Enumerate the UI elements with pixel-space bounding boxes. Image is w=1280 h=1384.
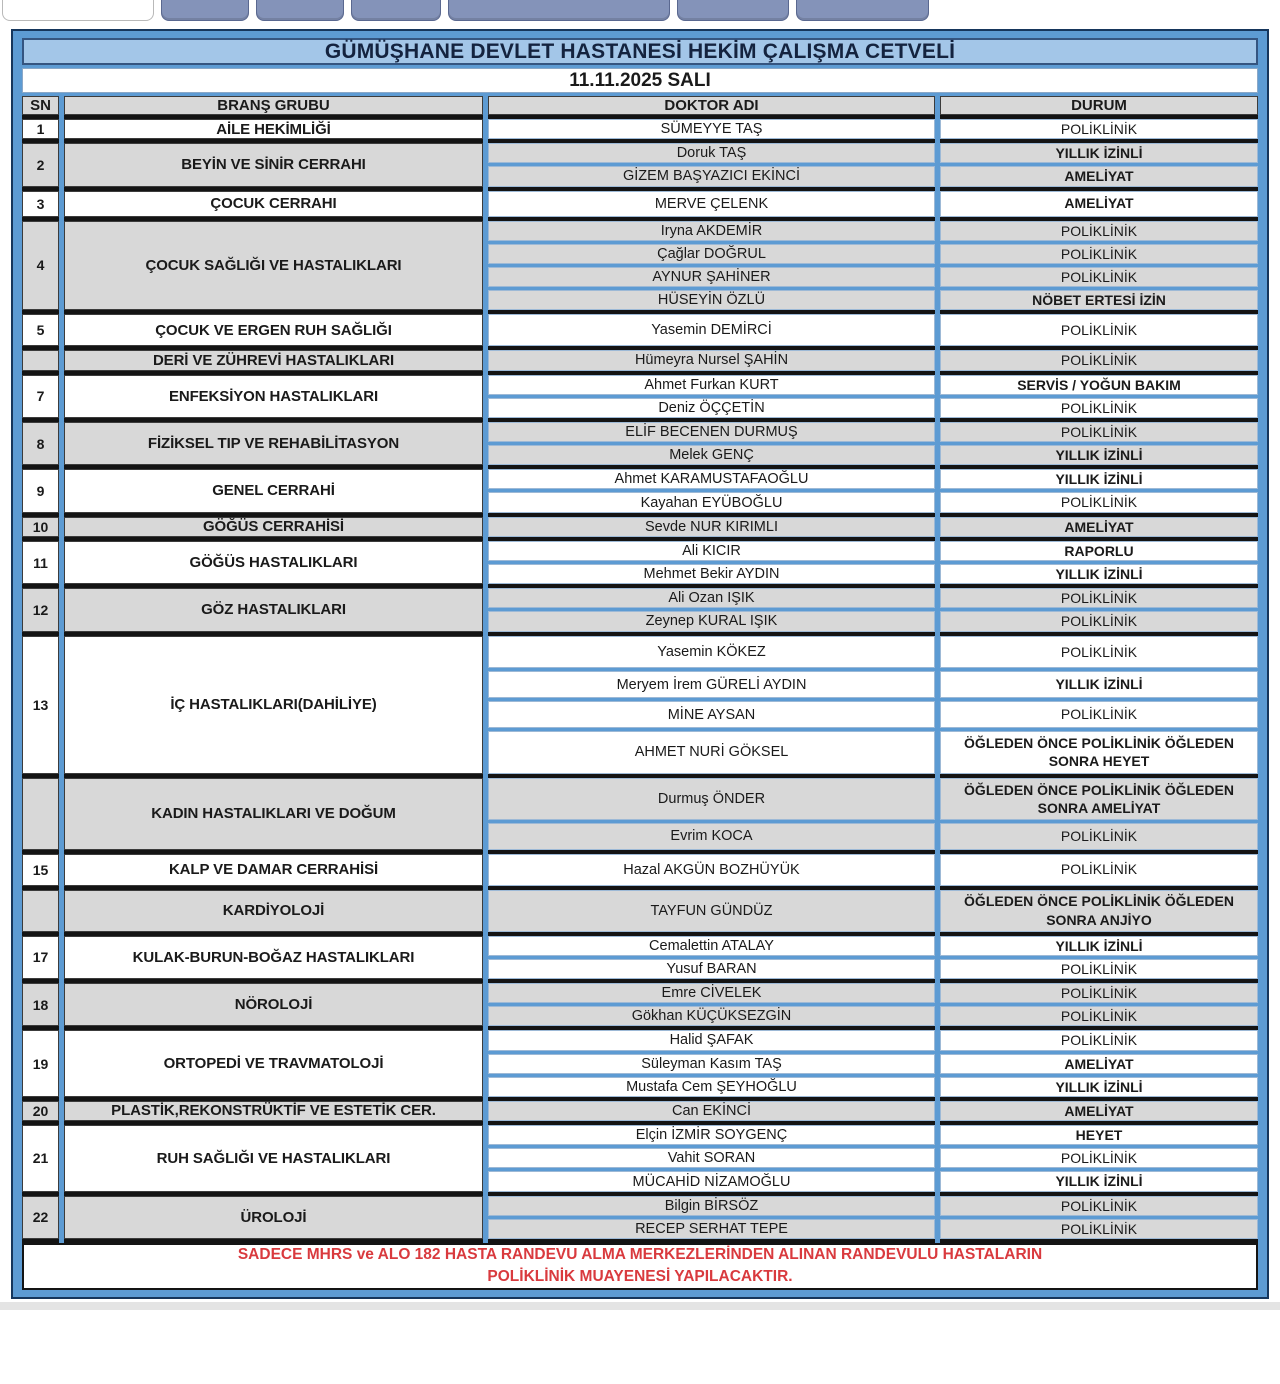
doctor-row bbox=[20, 1028, 1261, 1052]
status-cell: POLİKLİNİK bbox=[938, 1217, 1261, 1241]
doctor-name-cell: Ahmet KARAMUSTAFAOĞLU bbox=[486, 467, 938, 491]
status-cell: POLİKLİNİK bbox=[938, 491, 1261, 515]
sn-cell: 19 bbox=[20, 1028, 62, 1099]
sn-cell: 5 bbox=[20, 312, 62, 348]
status-cell: ÖĞLEDEN ÖNCE POLİKLİNİK ÖĞLEDEN SONRA HEYET bbox=[938, 730, 1261, 776]
col-header-doctor: DOKTOR ADI bbox=[486, 95, 938, 118]
bottom-strip bbox=[0, 1302, 1280, 1310]
doctor-name-cell: Süleyman Kasım TAŞ bbox=[486, 1052, 938, 1075]
sheet-tab[interactable] bbox=[796, 0, 929, 21]
sn-cell: 21 bbox=[20, 1123, 62, 1194]
sn-cell bbox=[20, 888, 62, 934]
doctor-name-cell: Yasemin DEMİRCİ bbox=[486, 312, 938, 348]
branch-cell: GENEL CERRAHİ bbox=[62, 467, 486, 514]
status-cell: POLİKLİNİK bbox=[938, 420, 1261, 444]
branch-cell: GÖĞÜS CERRAHİSİ bbox=[62, 515, 486, 539]
branch-cell: NÖROLOJİ bbox=[62, 981, 486, 1028]
status-cell: AMELİYAT bbox=[938, 1052, 1261, 1075]
doctor-name-cell: RECEP SERHAT TEPE bbox=[486, 1217, 938, 1241]
schedule-table bbox=[17, 35, 1263, 1293]
doctor-row bbox=[20, 981, 1261, 1005]
branch-cell: KALP VE DAMAR CERRAHİSİ bbox=[62, 852, 486, 888]
sn-cell: 12 bbox=[20, 586, 62, 633]
sn-cell: 3 bbox=[20, 189, 62, 219]
doctor-name-cell: SÜMEYYE TAŞ bbox=[486, 117, 938, 141]
status-cell: POLİKLİNİK bbox=[938, 981, 1261, 1005]
status-cell: POLİKLİNİK bbox=[938, 396, 1261, 420]
doctor-name-cell: Mustafa Cem ŞEYHOĞLU bbox=[486, 1075, 938, 1099]
branch-cell: RUH SAĞLIĞI VE HASTALIKLARI bbox=[62, 1123, 486, 1194]
status-cell: YILLIK İZİNLİ bbox=[938, 1075, 1261, 1099]
status-cell: POLİKLİNİK bbox=[938, 586, 1261, 610]
sn-cell: 10 bbox=[20, 515, 62, 539]
sheet-tab[interactable] bbox=[161, 0, 249, 21]
doctor-name-cell: Ahmet Furkan KURT bbox=[486, 373, 938, 397]
doctor-name-cell: Deniz ÖÇÇETİN bbox=[486, 396, 938, 420]
sn-cell: 9 bbox=[20, 467, 62, 514]
doctor-row bbox=[20, 515, 1261, 539]
doctor-name-cell: Çağlar DOĞRUL bbox=[486, 242, 938, 265]
doctor-name-cell: Hümeyra Nursel ŞAHİN bbox=[486, 348, 938, 372]
branch-cell: İÇ HASTALIKLARI(DAHİLİYE) bbox=[62, 634, 486, 776]
doctor-row bbox=[20, 852, 1261, 888]
branch-cell: ÇOCUK SAĞLIĞI VE HASTALIKLARI bbox=[62, 219, 486, 313]
doctor-name-cell: Evrim KOCA bbox=[486, 822, 938, 852]
status-cell: POLİKLİNİK bbox=[938, 1028, 1261, 1052]
doctor-row bbox=[20, 141, 1261, 165]
sn-cell: 2 bbox=[20, 141, 62, 188]
doctor-name-cell: Melek GENÇ bbox=[486, 444, 938, 468]
status-cell: YILLIK İZİNLİ bbox=[938, 1170, 1261, 1194]
doctor-name-cell: Kayahan EYÜBOĞLU bbox=[486, 491, 938, 515]
doctor-name-cell: AYNUR ŞAHİNER bbox=[486, 265, 938, 288]
status-cell: SERVİS / YOĞUN BAKIM bbox=[938, 373, 1261, 397]
doctor-name-cell: Cemalettin ATALAY bbox=[486, 934, 938, 958]
doctor-name-cell: Vahit SORAN bbox=[486, 1147, 938, 1170]
status-cell: POLİKLİNİK bbox=[938, 634, 1261, 670]
status-cell: RAPORLU bbox=[938, 539, 1261, 563]
doctor-row bbox=[20, 219, 1261, 243]
doctor-row bbox=[20, 189, 1261, 219]
status-cell: POLİKLİNİK bbox=[938, 242, 1261, 265]
sheet-tab[interactable] bbox=[351, 0, 441, 21]
status-cell: POLİKLİNİK bbox=[938, 1147, 1261, 1170]
sn-cell: 22 bbox=[20, 1194, 62, 1241]
doctor-name-cell: MİNE AYSAN bbox=[486, 700, 938, 730]
footer-line-1: SADECE MHRS ve ALO 182 HASTA RANDEVU ALMA MERKEZLERİNDEN ALINAN RANDEVULU HASTALARIN bbox=[237, 1246, 1043, 1263]
doctor-name-cell: Iryna AKDEMİR bbox=[486, 219, 938, 243]
doctor-row bbox=[20, 776, 1261, 822]
status-cell: POLİKLİNİK bbox=[938, 219, 1261, 243]
doctor-name-cell: TAYFUN GÜNDÜZ bbox=[486, 888, 938, 934]
status-cell: YILLIK İZİNLİ bbox=[938, 467, 1261, 491]
status-cell: AMELİYAT bbox=[938, 515, 1261, 539]
sheet-tab[interactable] bbox=[256, 0, 344, 21]
doctor-row bbox=[20, 634, 1261, 670]
doctor-row bbox=[20, 467, 1261, 491]
branch-cell: KARDİYOLOJİ bbox=[62, 888, 486, 934]
doctor-name-cell: HÜSEYİN ÖZLÜ bbox=[486, 289, 938, 313]
doctor-row bbox=[20, 348, 1261, 372]
doctor-name-cell: Gökhan KÜÇÜKSEZGİN bbox=[486, 1005, 938, 1029]
doctor-row bbox=[20, 117, 1261, 141]
doctor-name-cell: ELİF BECENEN DURMUŞ bbox=[486, 420, 938, 444]
doctor-row bbox=[20, 1099, 1261, 1123]
status-cell: POLİKLİNİK bbox=[938, 1194, 1261, 1218]
sn-cell: 8 bbox=[20, 420, 62, 467]
status-cell: POLİKLİNİK bbox=[938, 822, 1261, 852]
schedule-frame bbox=[11, 29, 1269, 1299]
branch-cell: ENFEKSİYON HASTALIKLARI bbox=[62, 373, 486, 420]
branch-cell: FİZİKSEL TIP VE REHABİLİTASYON bbox=[62, 420, 486, 467]
branch-cell: ÇOCUK CERRAHI bbox=[62, 189, 486, 219]
doctor-name-cell: Yasemin KÖKEZ bbox=[486, 634, 938, 670]
status-cell: POLİKLİNİK bbox=[938, 957, 1261, 981]
status-cell: POLİKLİNİK bbox=[938, 265, 1261, 288]
doctor-name-cell: Doruk TAŞ bbox=[486, 141, 938, 165]
page-title: GÜMÜŞHANE DEVLET HASTANESİ HEKİM ÇALIŞMA CETVELİ bbox=[20, 37, 1261, 67]
doctor-name-cell: Halid ŞAFAK bbox=[486, 1028, 938, 1052]
sn-cell: 11 bbox=[20, 539, 62, 586]
doctor-name-cell: MERVE ÇELENK bbox=[486, 189, 938, 219]
sheet-tab[interactable] bbox=[448, 0, 670, 21]
status-cell: HEYET bbox=[938, 1123, 1261, 1147]
sn-cell: 1 bbox=[20, 117, 62, 141]
status-cell: POLİKLİNİK bbox=[938, 312, 1261, 348]
doctor-name-cell: Can EKİNCİ bbox=[486, 1099, 938, 1123]
doctor-name-cell: Sevde NUR KIRIMLI bbox=[486, 515, 938, 539]
status-cell: POLİKLİNİK bbox=[938, 117, 1261, 141]
branch-cell: PLASTİK,REKONSTRÜKTİF VE ESTETİK CER. bbox=[62, 1099, 486, 1123]
doctor-row bbox=[20, 934, 1261, 958]
doctor-name-cell: Hazal AKGÜN BOZHÜYÜK bbox=[486, 852, 938, 888]
branch-cell: GÖZ HASTALIKLARI bbox=[62, 586, 486, 633]
status-cell: AMELİYAT bbox=[938, 189, 1261, 219]
status-cell: POLİKLİNİK bbox=[938, 700, 1261, 730]
status-cell: POLİKLİNİK bbox=[938, 610, 1261, 634]
doctor-name-cell: Elçin İZMİR SOYGENÇ bbox=[486, 1123, 938, 1147]
status-cell: NÖBET ERTESİ İZİN bbox=[938, 289, 1261, 313]
status-cell: YILLIK İZİNLİ bbox=[938, 141, 1261, 165]
status-cell: YILLIK İZİNLİ bbox=[938, 563, 1261, 587]
branch-cell: GÖĞÜS HASTALIKLARI bbox=[62, 539, 486, 586]
col-header-sn: SN bbox=[20, 95, 62, 118]
sn-cell: 18 bbox=[20, 981, 62, 1028]
status-cell: ÖĞLEDEN ÖNCE POLİKLİNİK ÖĞLEDEN SONRA ANJİYO bbox=[938, 888, 1261, 934]
branch-cell: AİLE HEKİMLİĞİ bbox=[62, 117, 486, 141]
doctor-name-cell: Zeynep KURAL IŞIK bbox=[486, 610, 938, 634]
doctor-name-cell: Bilgin BİRSÖZ bbox=[486, 1194, 938, 1218]
doctor-name-cell: Yusuf BARAN bbox=[486, 957, 938, 981]
doctor-name-cell: Ali Ozan IŞIK bbox=[486, 586, 938, 610]
sheet-tab[interactable] bbox=[677, 0, 789, 21]
doctor-name-cell: Meryem İrem GÜRELİ AYDIN bbox=[486, 670, 938, 700]
doctor-row bbox=[20, 420, 1261, 444]
footer-note bbox=[20, 1241, 1261, 1291]
sn-cell: 7 bbox=[20, 373, 62, 420]
doctor-name-cell: Durmuş ÖNDER bbox=[486, 776, 938, 822]
branch-cell: ORTOPEDİ VE TRAVMATOLOJİ bbox=[62, 1028, 486, 1099]
status-cell: YILLIK İZİNLİ bbox=[938, 444, 1261, 468]
doctor-row bbox=[20, 312, 1261, 348]
doctor-name-cell: Emre CİVELEK bbox=[486, 981, 938, 1005]
branch-cell: KADIN HASTALIKLARI VE DOĞUM bbox=[62, 776, 486, 852]
status-cell: POLİKLİNİK bbox=[938, 348, 1261, 372]
status-cell: AMELİYAT bbox=[938, 165, 1261, 189]
sn-cell: 15 bbox=[20, 852, 62, 888]
sheet-tab-active[interactable] bbox=[2, 0, 154, 21]
header-row bbox=[20, 95, 1261, 118]
doctor-row bbox=[20, 539, 1261, 563]
sn-cell: 4 bbox=[20, 219, 62, 313]
branch-cell: KULAK-BURUN-BOĞAZ HASTALIKLARI bbox=[62, 934, 486, 981]
doctor-row bbox=[20, 1194, 1261, 1218]
sheet-tab-bar bbox=[0, 0, 1280, 21]
sn-cell: 20 bbox=[20, 1099, 62, 1123]
doctor-name-cell: Ali KICIR bbox=[486, 539, 938, 563]
date-label: 11.11.2025 SALI bbox=[20, 67, 1261, 95]
doctor-name-cell: GİZEM BAŞYAZICI EKİNCİ bbox=[486, 165, 938, 189]
sn-cell bbox=[20, 776, 62, 852]
footer-line-2: POLİKLİNİK MUAYENESİ YAPILACAKTIR. bbox=[487, 1268, 793, 1286]
doctor-name-cell: AHMET NURİ GÖKSEL bbox=[486, 730, 938, 776]
doctor-name-cell: MÜCAHİD NİZAMOĞLU bbox=[486, 1170, 938, 1194]
branch-cell: ÜROLOJİ bbox=[62, 1194, 486, 1241]
sn-cell bbox=[20, 348, 62, 372]
branch-cell: DERİ VE ZÜHREVİ HASTALIKLARI bbox=[62, 348, 486, 372]
branch-cell: ÇOCUK VE ERGEN RUH SAĞLIĞI bbox=[62, 312, 486, 348]
doctor-row bbox=[20, 586, 1261, 610]
schedule-body bbox=[20, 117, 1261, 1241]
status-cell: POLİKLİNİK bbox=[938, 1005, 1261, 1029]
sn-cell: 17 bbox=[20, 934, 62, 981]
col-header-branch: BRANŞ GRUBU bbox=[62, 95, 486, 118]
doctor-row bbox=[20, 373, 1261, 397]
doctor-row bbox=[20, 888, 1261, 934]
status-cell: AMELİYAT bbox=[938, 1099, 1261, 1123]
sn-cell: 13 bbox=[20, 634, 62, 776]
branch-cell: BEYİN VE SİNİR CERRAHI bbox=[62, 141, 486, 188]
status-cell: ÖĞLEDEN ÖNCE POLİKLİNİK ÖĞLEDEN SONRA AMELİYAT bbox=[938, 776, 1261, 822]
doctor-name-cell: Mehmet Bekir AYDIN bbox=[486, 563, 938, 587]
status-cell: YILLIK İZİNLİ bbox=[938, 670, 1261, 700]
doctor-row bbox=[20, 1123, 1261, 1147]
status-cell: POLİKLİNİK bbox=[938, 852, 1261, 888]
status-cell: YILLIK İZİNLİ bbox=[938, 934, 1261, 958]
col-header-status: DURUM bbox=[938, 95, 1261, 118]
